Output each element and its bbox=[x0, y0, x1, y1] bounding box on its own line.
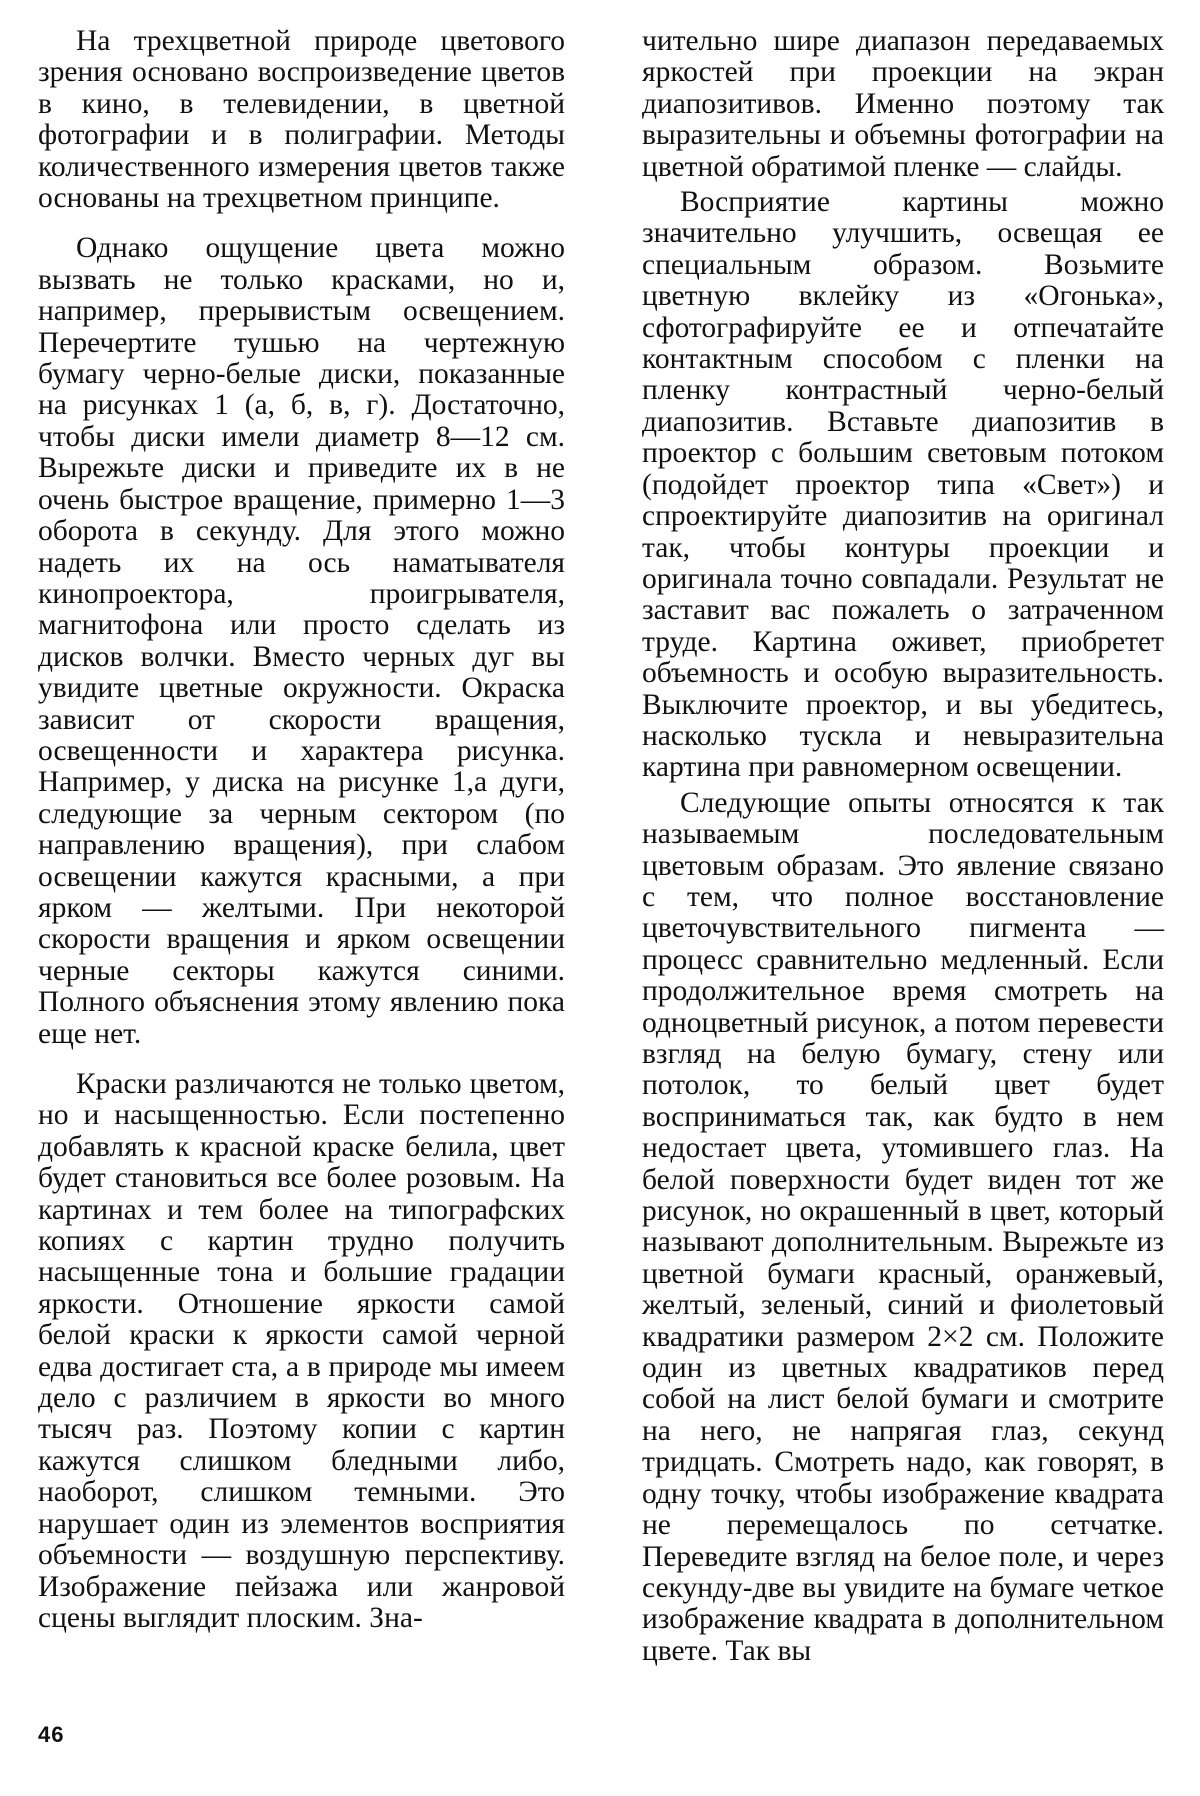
paragraph-trichromatic-reproduction: На трехцветной природе цветового зрения основано воспроизведение цветов в кино, в телевидении, в цветной фотографии и в полиграфии. Методы количественного измерения цветов также основаны на трехцветном принципе. bbox=[38, 25, 565, 215]
paragraph-slides-continuation: чительно шире диапазон передаваемых яркостей при проекции на экран диапозитивов. Именно поэтому так выразительны и объемны фотографии на цветной обратимой пленке — слайды. bbox=[642, 25, 1164, 183]
paragraph-color-saturation: Краски различаются не только цветом, но и насыщенностью. Если постепенно добавлять к красной краске белила, цвет будет становиться все более розовым. На картинах и тем более на типографских копиях с картин трудно получить насыщенные тона и большие градации яркости. Отношение яркости самой белой краски к яркости самой черной едва достигает ста, а в природе мы имеем дело с различием в яркости во много тысяч раз. Поэтому копии с картин кажутся слишком бледными либо, наоборот, слишком темными. Это нарушает один из элементов восприятия объемности — воздушную перспективу. Изображение пейзажа или жанровой сцены выглядит плоским. Зна- bbox=[38, 1068, 565, 1634]
paragraph-intermittent-lighting: Однако ощущение цвета можно вызвать не только красками, но и, например, прерывистым освещением. Перечертите тушью на чертежную бумагу черно-белые диски, показанные на рисунках 1 (а, б, в, г). Достаточно, чтобы диски имели диаметр 8—12 см. Вырежьте диски и приведите их в не очень быстрое вращение, примерно 1—3 оборота в секунду. Для этого можно надеть их на ось наматывателя кинопроектора, проигрывателя, магнитофона или просто сделать из дисков волчки. Вместо черных дуг вы увидите цветные окружности. Окраска зависит от скорости вращения, освещенности и характера рисунка. Например, у диска на рисунке 1,а дуги, следующие за черным сектором (по направлению вращения), при слабом освещении кажутся красными, а при ярком — желтыми. При некоторой скорости вращения и ярком освещении черные секторы кажутся синими. Полного объяснения этому явлению пока еще нет. bbox=[38, 232, 565, 1050]
paragraph-special-illumination: Восприятие картины можно значительно улучшить, освещая ее специальным образом. Возьмите цветную вклейку из «Огонька», сфотографируйте ее и отпечатайте контактным способом с пленки на пленку контрастный черно-белый диапозитив. Вставьте диапозитив в проектор с большим световым потоком (подойдет проектор типа «Свет») и спроектируйте диапозитив на оригинал так, чтобы контуры проекции и оригинала точно совпадали. Результат не заставит вас пожалеть о затраченном труде. Картина оживет, приобретет объемность и особую выразительность. Выключите проектор, и вы убедитесь, насколько тускла и невыразительна картина при равномерном освещении. bbox=[642, 186, 1164, 784]
left-text-column bbox=[38, 26, 565, 1634]
right-text-column bbox=[642, 26, 1164, 1667]
paragraph-afterimages: Следующие опыты относятся к так называемым последовательным цветовым образам. Это явление связано с тем, что полное восстановление цветочувствительного пигмента — процесс сравнительно медленный. Если продолжительное время смотреть на одноцветный рисунок, а потом перевести взгляд на белую бумагу, стену или потолок, то белый цвет будет восприниматься так, как будто в нем недостает цвета, утомившего глаз. На белой поверхности будет виден тот же рисунок, но окрашенный в цвет, который называют дополнительным. Вырежьте из цветной бумаги красный, оранжевый, желтый, зеленый, синий и фиолетовый квадратики размером 2×2 см. Положите один из цветных квадратиков перед собой на лист белой бумаги и смотрите на него, не напрягая глаз, секунд тридцать. Смотреть надо, как говорят, в одну точку, чтобы изображение квадрата не перемещалось по сетчатке. Переведите взгляд на белое поле, и через секунду-две вы увидите на бумаге четкое изображение квадрата в дополнительном цвете. Так вы bbox=[642, 786, 1164, 1667]
page-number: 46 bbox=[38, 1722, 65, 1747]
